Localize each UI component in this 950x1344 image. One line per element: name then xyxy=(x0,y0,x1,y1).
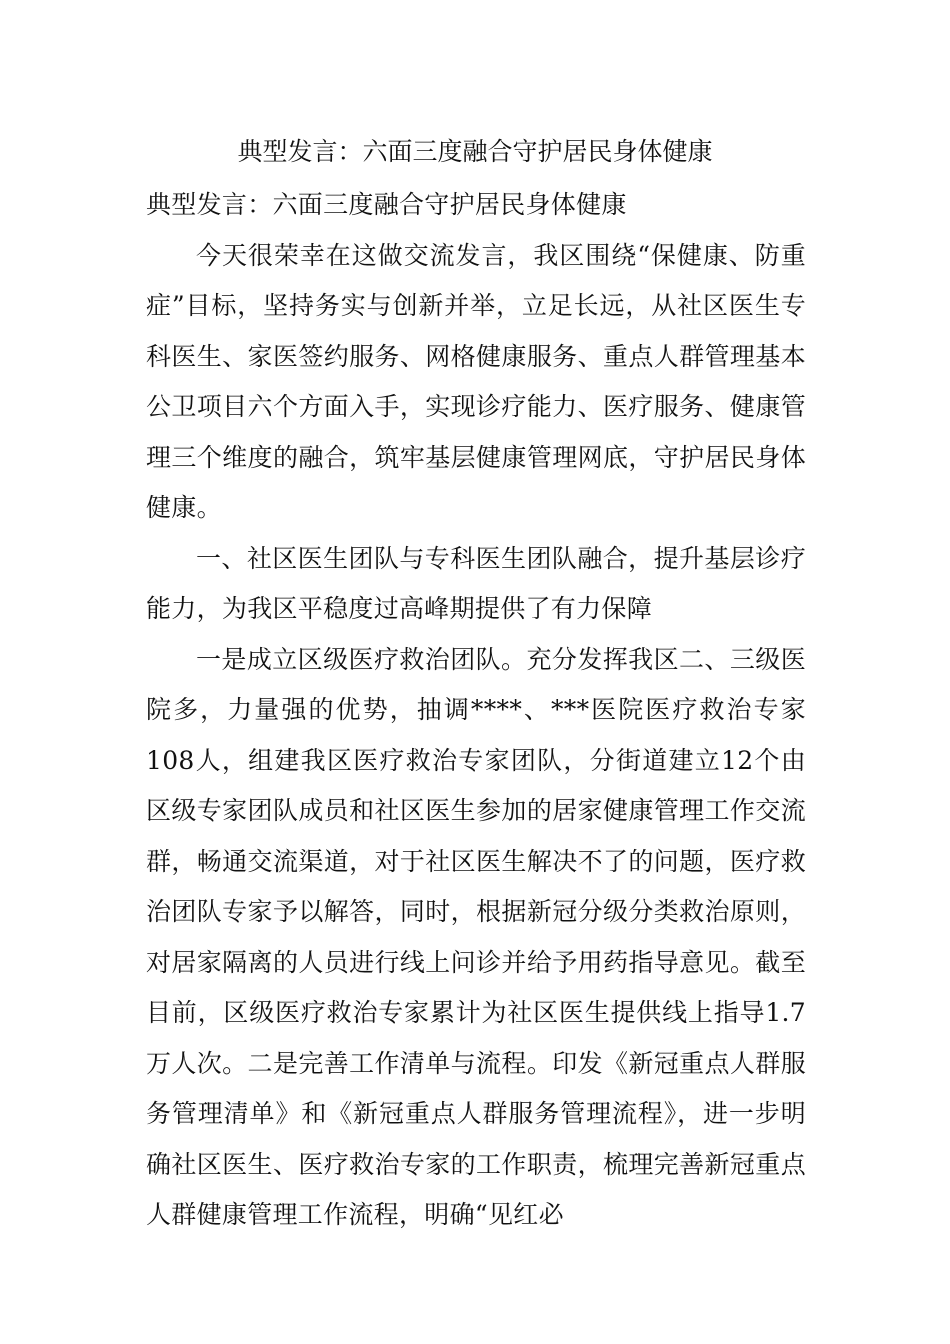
subtitle-line: 典型发言：六面三度融合守护居民身体健康 xyxy=(146,190,627,219)
page-title: 典型发言：六面三度融合守护居民身体健康 xyxy=(237,137,713,166)
paragraph-section-heading: 一、社区医生团队与专科医生团队融合，提升基层诊疗能力，为我区平稳度过高峰期提供了有力保障 xyxy=(146,543,806,623)
document-body xyxy=(146,180,806,1241)
paragraph-intro: 今天很荣幸在这做交流发言，我区围绕“保健康、防重症”目标，坚持务实与创新并举，立足长远，从社区医生专科医生、家医签约服务、网格健康服务、重点人群管理基本公卫项目六个方面入手，实现诊疗能力、医疗服务、健康管理三个维度的融合，筑牢基层健康管理网底，守护居民身体健康。 xyxy=(146,240,806,522)
paragraph-section-body: 一是成立区级医疗救治团队。充分发挥我区二、三级医院多，力量强的优势，抽调****、***医院医疗救治专家108人，组建我区医疗救治专家团队，分街道建立12个由区级专家团队成员和社区医生参加的居家健康管理工作交流群，畅通交流渠道，对于社区医生解决不了的问题，医疗救治团队专家予以解答，同时，根据新冠分级分类救治原则，对居家隔离的人员进行线上问诊并给予用药指导意见。截至目前，区级医疗救治专家累计为社区医生提供线上指导1.7万人次。二是完善工作清单与流程。印发《新冠重点人群服务管理清单》和《新冠重点人群服务管理流程》，进一步明确社区医生、医疗救治专家的工作职责，梳理完善新冠重点人群健康管理工作流程，明确“见红必 xyxy=(146,644,806,1229)
